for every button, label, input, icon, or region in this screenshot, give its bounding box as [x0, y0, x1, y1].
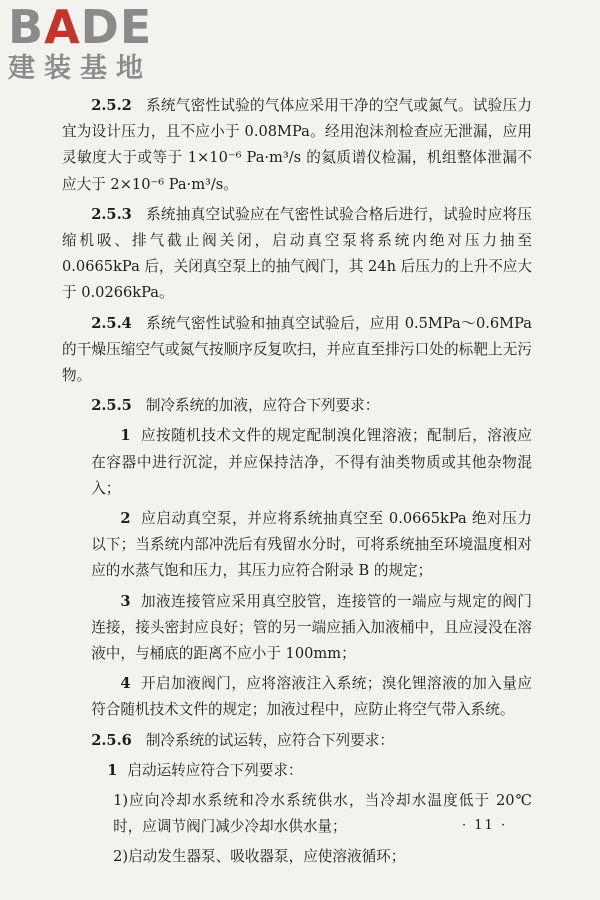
clause-number: 2.5.6: [91, 731, 132, 749]
item-number: 3: [120, 592, 131, 610]
subitem-text: 启动发生器泵、吸收器泵，应使溶液循环；: [128, 848, 406, 866]
item-number: 2: [120, 510, 131, 528]
clause-2-5-6: [62, 728, 532, 754]
list-item: [62, 423, 532, 502]
logo-letter-b: B: [8, 0, 45, 54]
subitem-number: 1): [113, 792, 129, 810]
sub-list-item: [62, 844, 532, 870]
list-item: [62, 589, 532, 668]
item-number: 4: [120, 675, 131, 693]
item-number: 1: [120, 427, 131, 445]
item-text: 开启加液阀门，应将溶液注入系统；溴化锂溶液的加入量应符合随机技术文件的规定；加液过程中，应防止将空气带入系统。: [91, 675, 532, 719]
clause-2-5-5: [62, 393, 532, 419]
item-number: 1: [107, 761, 118, 779]
clause-2-5-4: [62, 311, 532, 390]
item-text: 加液连接管应采用真空胶管，连接管的一端应与规定的阀门连接，接头密封应良好；管的另一端应插入加液桶中，且应浸没在溶液中，与桶底的距离不应小于 100mm；: [91, 592, 532, 663]
clause-number: 2.5.3: [91, 205, 132, 223]
logo-subtitle: 建装基地: [8, 53, 152, 84]
clause-text: 制冷系统的试运转，应符合下列要求：: [145, 731, 394, 749]
list-item: [62, 758, 532, 784]
clause-text: 系统抽真空试验应在气密性试验合格后进行，试验时应将压缩机吸、排气截止阀关闭，启动真空泵将系统内绝对压力抽至 0.0665kPa 后，关闭真空泵上的抽气阀门，其 24h 后压力的上升不应大于 0.0266kPa。: [62, 205, 532, 302]
logo-letter-a: A: [44, 0, 81, 54]
clause-text: 制冷系统的加液，应符合下列要求：: [145, 397, 380, 415]
clause-text: 系统气密性试验和抽真空试验后，应用 0.5MPa～0.6MPa 的干燥压缩空气或氮气按顺序反复吹扫，并应直至排污口处的标靶上无污物。: [62, 314, 532, 385]
clause-number: 2.5.4: [91, 314, 132, 332]
list-item: [62, 671, 532, 723]
page-number: · 11 ·: [462, 818, 508, 833]
item-text: 应按随机技术文件的规定配制溴化锂溶液；配制后，溶液应在容器中进行沉淀，并应保持洁净，不得有油类物质或其他杂物混入；: [91, 427, 532, 497]
item-text: 应启动真空泵，并应将系统抽真空至 0.0665kPa 绝对压力以下；当系统内部冲洗后有残留水分时，可将系统抽至环境温度相对应的水蒸气饱和压力，其压力应符合附录 B 的规定；: [91, 510, 532, 580]
clause-number: 2.5.2: [91, 97, 132, 114]
clause-text: 系统气密性试验的气体应采用干净的空气或氮气。试验压力宜为设计压力，且不应小于 0.08MPa。经用泡沫剂检查应无泄漏，应用灵敏度大于或等于 1×10⁻⁶ Pa·m³/s 的氦质谱仪检漏，机组整体泄漏不应大于 2×10⁻⁶ Pa·m³/s。: [62, 97, 532, 193]
list-item: [62, 506, 532, 585]
clause-2-5-3: [62, 202, 532, 307]
clause-number: 2.5.5: [91, 397, 132, 415]
subitem-number: 2): [113, 848, 129, 866]
document-body: [62, 93, 532, 875]
clause-2-5-2: [62, 93, 532, 198]
item-text: 启动运转应符合下列要求：: [127, 761, 303, 779]
subitem-text: 应向冷却水系统和冷水系统供水，当冷却水温度低于 20℃ 时，应调节阀门减少冷却水供水量；: [113, 792, 532, 836]
bade-logo: [8, 0, 178, 84]
logo-letters-de: DE: [80, 0, 153, 54]
logo-wordmark: [8, 0, 178, 54]
